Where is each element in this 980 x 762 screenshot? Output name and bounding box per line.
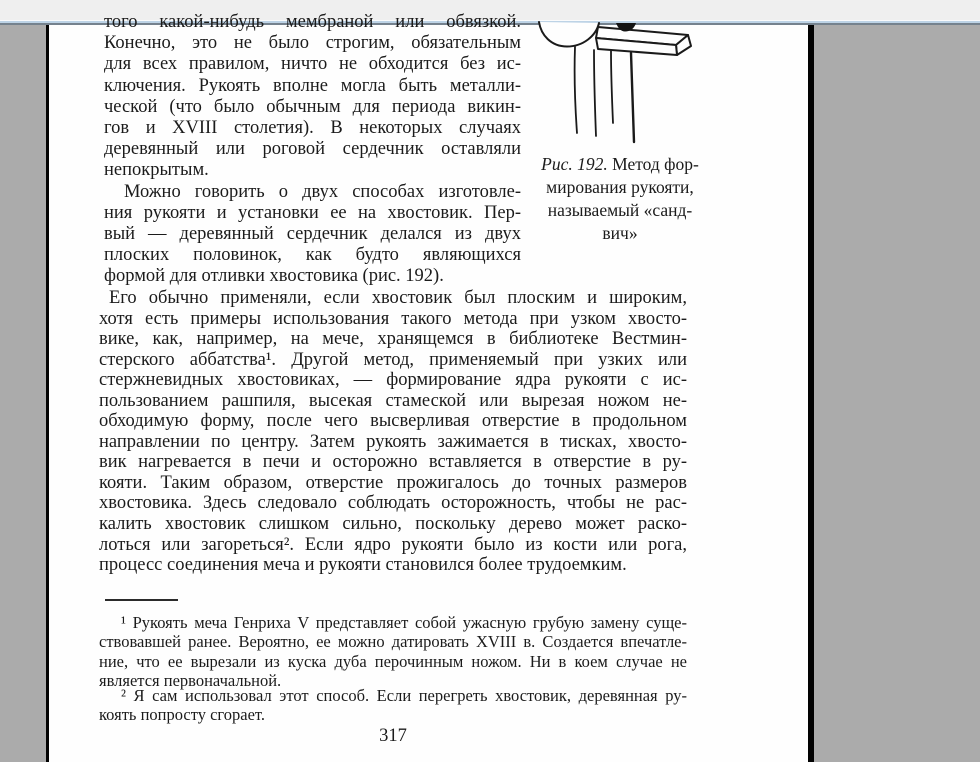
footnote-rule xyxy=(105,599,178,601)
text-line: ² Я сам использовал этот способ. Если перегреть хвостовик, деревянная ру- xyxy=(121,686,687,705)
caption-lines xyxy=(529,176,711,245)
text-line: коять попросту сгорает. xyxy=(99,705,265,725)
text-line: ¹ Рукоять меча Генриха V представляет собой ужасную грубую замену суще- xyxy=(121,613,687,632)
text-line: пользованием рашпиля, высекая стамеской или вырезая ножом не- xyxy=(99,390,687,411)
text-line: формой для отливки хвостовика (рис. 192). xyxy=(104,266,444,287)
text-line: ключения. Рукоять вполне могла быть металли- xyxy=(104,75,521,96)
text-line: кояти. Таким образом, отверстие прожигалось до точных размеров xyxy=(99,472,687,493)
text-line: гов и XVIII столетия). В некоторых случаях xyxy=(104,118,521,139)
text-line: Конечно, это не было строгим, обязательным xyxy=(104,33,521,54)
text-line: непокрытым. xyxy=(104,160,209,181)
text-line: плоских половинок, как будто являющихся xyxy=(104,245,521,266)
text-line: стержневидных хвостовиках, — формирование ядра рукояти с ис- xyxy=(99,370,687,391)
text-line: Можно говорить о двух способах изготовле- xyxy=(124,181,521,202)
text-line: вик нагревается в печи и осторожно вставляется в отверстие в ру- xyxy=(99,452,687,473)
text-line: направлении по центру. Затем рукоять зажимается в тисках, хвосто- xyxy=(99,431,687,452)
paragraph-two xyxy=(104,182,521,288)
grip-half-outline xyxy=(539,22,599,47)
caption-line: вич» xyxy=(602,223,638,243)
text-line: процесс соединения меча и рукояти становился более трудоемким. xyxy=(99,555,627,576)
text-line: калить хвостовик слишком сильно, поскольку дерево может раско- xyxy=(99,514,687,535)
narrow-text-column xyxy=(104,12,521,288)
text-line: вый — деревянный сердечник делался из двух xyxy=(104,224,521,245)
page-number: 317 xyxy=(379,726,407,746)
text-line: ствовавшей ранее. Вероятно, ее можно датировать XVIII в. Создается впечатле- xyxy=(99,632,687,652)
text-line: обходимую форму, после чего высверливая отверстие в продольном xyxy=(99,411,687,432)
text-line: хвостовика. Здесь следовало соблюдать осторожность, чтобы не рас- xyxy=(99,493,687,514)
figure-192-caption xyxy=(529,153,711,245)
caption-line: называемый «санд- xyxy=(547,200,693,220)
footnote-1 xyxy=(99,613,687,690)
text-line: деревянный или роговой сердечник оставляли xyxy=(104,139,521,160)
footnote-2 xyxy=(99,686,687,725)
core-line-3 xyxy=(611,51,613,123)
text-line: ния рукояти и установки ее на хвостовик. Пер- xyxy=(104,202,521,223)
text-line: является первоначальной. xyxy=(99,670,282,690)
scanned-page-canvas[interactable] xyxy=(49,12,808,762)
paragraph-wide xyxy=(99,288,687,576)
caption-line: мирования рукояти, xyxy=(546,177,694,197)
text-line: лоться или загореться². Если ядро рукояти было из кости или рога, xyxy=(99,534,687,555)
core-line-2 xyxy=(594,50,596,136)
caption-line-1-rest: Метод фор- xyxy=(607,154,699,174)
paragraph-continued xyxy=(104,12,521,182)
figure-label: Рис. 192. xyxy=(541,154,608,174)
caption-line-1 xyxy=(529,153,711,176)
text-line: ние, что ее вырезали из куска дуба перочинным ножом. Ни в коем случае не xyxy=(99,651,687,671)
text-line: хотя есть примеры использования такого метода при узком хвосто- xyxy=(99,308,687,329)
core-line-1 xyxy=(575,47,577,133)
text-line: стерского аббатства¹. Другой метод, применяемый при узких или xyxy=(99,349,687,370)
figure-192-drawing xyxy=(533,25,703,151)
text-line: того какой-нибудь мембраной или обвязкой. xyxy=(104,12,521,32)
text-line: ческой (что было обычным для периода викин- xyxy=(104,96,521,117)
page-right-scan-edge xyxy=(808,25,814,762)
text-line: вике, как, например, на мече, хранящемся в библиотеке Вестмин- xyxy=(99,329,687,350)
text-line: для всех правилом, ничто не обходится без ис- xyxy=(104,54,521,75)
core-line-4 xyxy=(631,53,634,142)
text-line: Его обычно применяли, если хвостовик был плоским и широким, xyxy=(109,288,687,308)
